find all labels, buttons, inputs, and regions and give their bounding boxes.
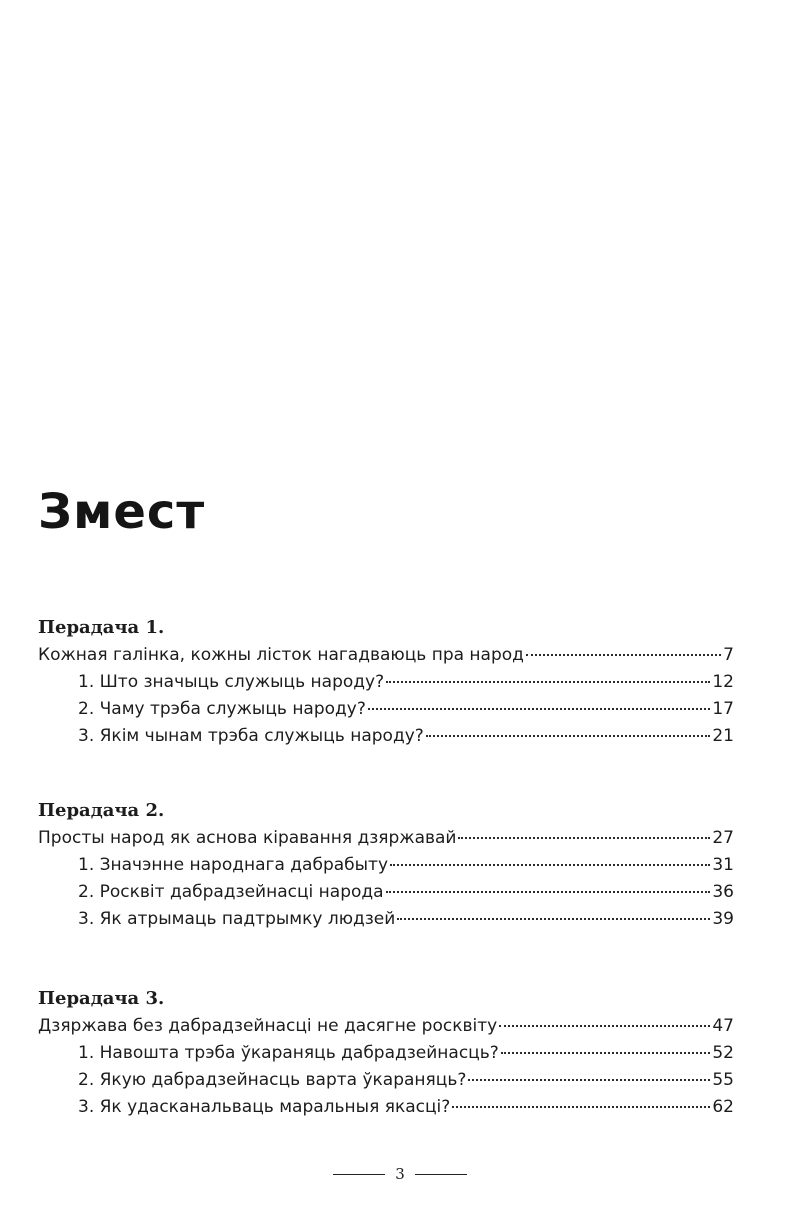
- toc-subentry[interactable]: [38, 1040, 734, 1067]
- dot-leader: [458, 837, 710, 839]
- toc-section-1: [38, 614, 734, 750]
- toc-entry[interactable]: [38, 642, 734, 669]
- entry-title: 2. Росквіт дабрадзейнасці народа: [78, 882, 384, 902]
- entry-title: 2. Чаму трэба служыць народу?: [78, 699, 366, 719]
- entry-title: 3. Як атрымаць падтрымку людзей: [78, 909, 396, 929]
- entry-page: 36: [712, 882, 734, 902]
- section-heading: Перадача 1.: [38, 617, 165, 638]
- dot-leader: [426, 735, 711, 737]
- dot-leader: [526, 654, 721, 656]
- toc-section-2: [38, 797, 734, 933]
- entry-title: 1. Навошта трэба ўкараняць дабрадзейнасць?: [78, 1043, 499, 1063]
- dot-leader: [468, 1079, 710, 1081]
- dot-leader: [452, 1106, 710, 1108]
- entry-page: 27: [712, 828, 734, 848]
- footer-rule-left: [333, 1174, 385, 1175]
- entry-page: 47: [712, 1016, 734, 1036]
- dot-leader: [501, 1052, 711, 1054]
- entry-title: Кожная галінка, кожны лісток нагадваюць пра народ: [38, 645, 524, 665]
- toc-subentry[interactable]: [38, 906, 734, 933]
- entry-title: 1. Што значыць служыць народу?: [78, 672, 385, 692]
- entry-title: 3. Як удасканальваць маральныя якасці?: [78, 1097, 451, 1117]
- section-heading: Перадача 2.: [38, 800, 165, 821]
- toc-subentry[interactable]: [38, 723, 734, 750]
- toc-section-3: [38, 985, 734, 1121]
- entry-page: 39: [712, 909, 734, 929]
- entry-page: 52: [712, 1043, 734, 1063]
- toc-subentry[interactable]: [38, 1094, 734, 1121]
- dot-leader: [390, 864, 710, 866]
- entry-title: Дзяржава без дабрадзейнасці не дасягне росквіту: [38, 1016, 498, 1036]
- toc-subentry[interactable]: [38, 669, 734, 696]
- dot-leader: [368, 708, 710, 710]
- section-heading: Перадача 3.: [38, 988, 165, 1009]
- entry-page: 17: [712, 699, 734, 719]
- dot-leader: [499, 1025, 710, 1027]
- toc-entry[interactable]: [38, 825, 734, 852]
- toc-entry[interactable]: [38, 1013, 734, 1040]
- toc-subentry[interactable]: [38, 1067, 734, 1094]
- dot-leader: [397, 918, 710, 920]
- entry-page: 62: [712, 1097, 734, 1117]
- entry-title: 3. Якім чынам трэба служыць народу?: [78, 726, 424, 746]
- entry-title: 2. Якую дабрадзейнасць варта ўкараняць?: [78, 1070, 467, 1090]
- dot-leader: [386, 891, 711, 893]
- page-number: 3: [395, 1165, 405, 1183]
- entry-title: 1. Значэнне народнага дабрабыту: [78, 855, 389, 875]
- dot-leader: [386, 681, 710, 683]
- footer-rule-right: [415, 1174, 467, 1175]
- entry-page: 21: [712, 726, 734, 746]
- page-footer: [0, 1165, 800, 1183]
- toc-subentry[interactable]: [38, 852, 734, 879]
- entry-page: 7: [723, 645, 734, 665]
- entry-page: 55: [712, 1070, 734, 1090]
- entry-page: 31: [712, 855, 734, 875]
- entry-page: 12: [712, 672, 734, 692]
- entry-title: Просты народ як аснова кіравання дзяржавай: [38, 828, 457, 848]
- toc-subentry[interactable]: [38, 879, 734, 906]
- toc-subentry[interactable]: [38, 696, 734, 723]
- page-title: Змест: [38, 484, 206, 540]
